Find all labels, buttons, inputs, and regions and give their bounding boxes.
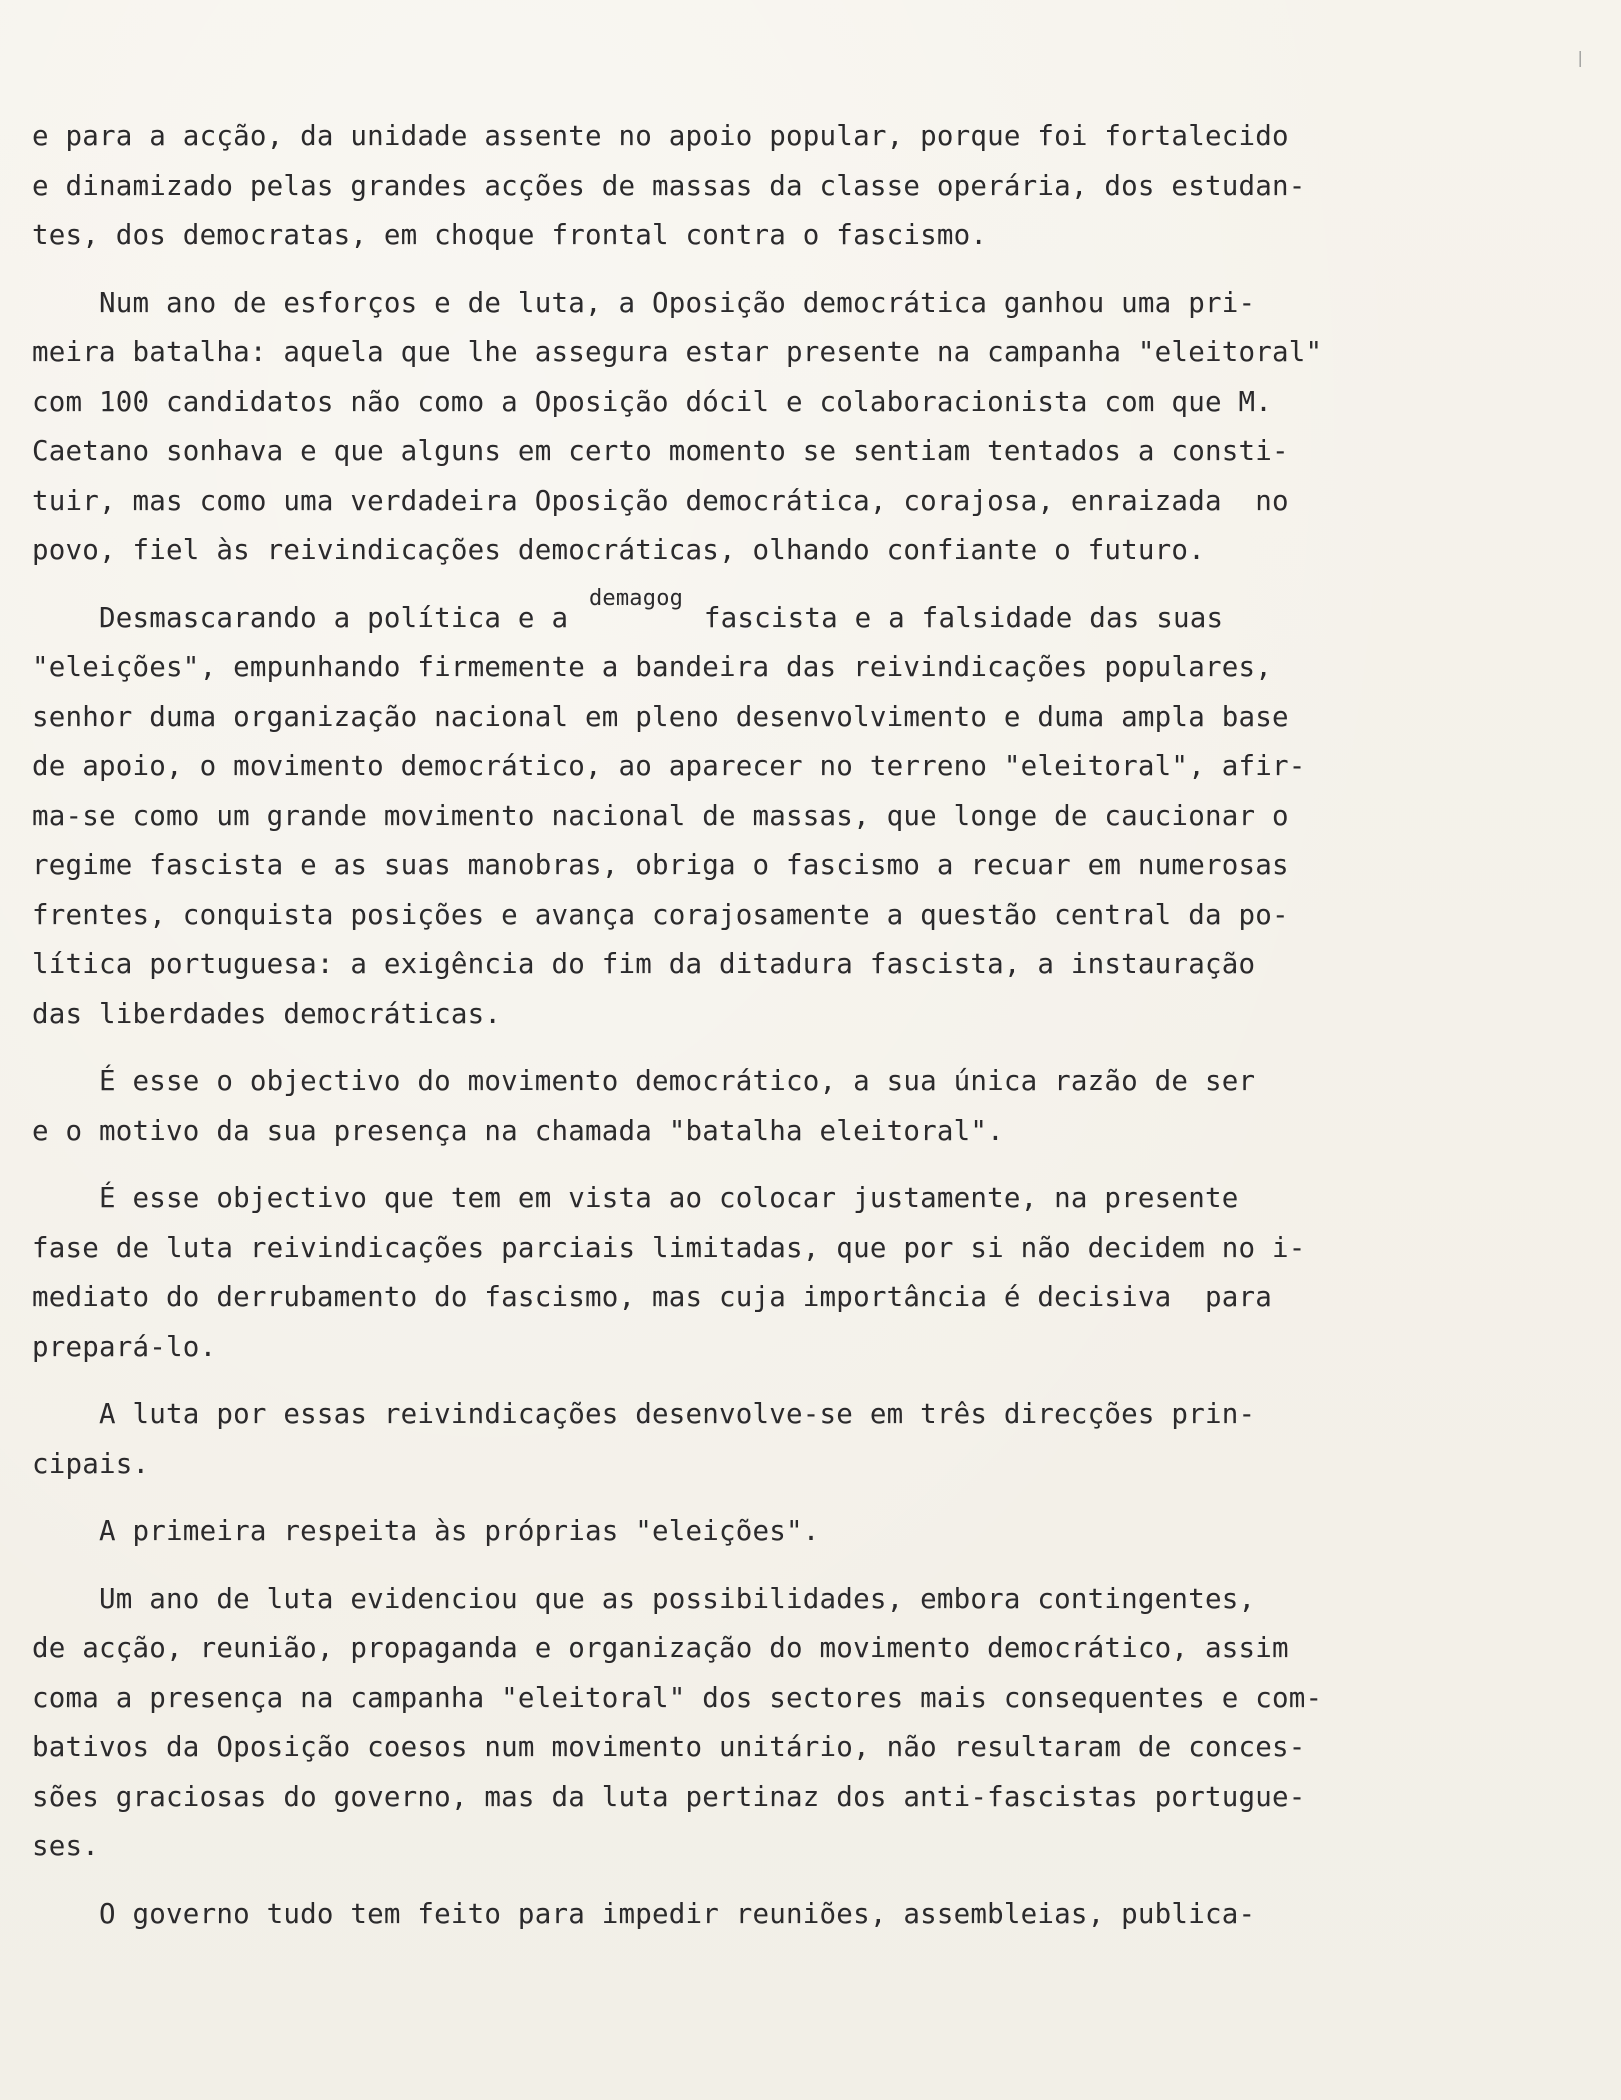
text-line: senhor duma organização nacional em pleno desenvolvimento e duma ampla base [32,700,1289,733]
text-line: O governo tudo tem feito para impedir reuniões, assembleias, publica- [32,1897,1256,1930]
text-line: prepará-lo. [32,1330,217,1363]
paragraph-6 [32,1390,1452,1489]
text-line: mediato do derrubamento do fascismo, mas cuja importância é decisiva para [32,1281,1272,1313]
text-line: coma a presença na campanha "eleitoral" dos sectores mais consequentes e com- [32,1681,1323,1714]
text-line: É esse o objectivo do movimento democrático, a sua única razão de ser [32,1065,1256,1097]
text-line: A primeira respeita às próprias "eleições". [32,1515,820,1547]
text-line: e o motivo da sua presença na chamada "batalha eleitoral". [32,1114,1004,1147]
text-line-with-insertion [32,585,1452,644]
text-line: e dinamizado pelas grandes acções de massas da classe operária, dos estudan- [32,169,1306,202]
corner-mark: | [1575,48,1585,67]
paragraph-8 [32,1575,1452,1872]
text-line: meira batalha: aquela que lhe assegura estar presente na campanha "eleitoral" [32,336,1323,368]
text-line: povo, fiel às reivindicações democráticas, olhando confiante o futuro. [32,534,1205,566]
paragraph-7 [32,1507,1452,1557]
paragraph-4 [32,1057,1452,1156]
text-line: É esse objectivo que tem em vista ao colocar justamente, na presente [32,1182,1239,1214]
text-line: lítica portuguesa: a exigência do fim da ditadura fascista, a instauração [32,948,1256,980]
text-line: ses. [32,1830,100,1862]
text-line: ma-se como um grande movimento nacional de massas, que longe de caucionar o [32,799,1289,832]
text-line: Num ano de esforços e de luta, a Oposição democrática ganhou uma pri- [32,286,1256,319]
paragraph-5 [32,1174,1452,1372]
text-line: e para a acção, da unidade assente no apoio popular, porque foi fortalecido [32,120,1289,152]
text-line: Caetano sonhava e que alguns em certo momento se sentiam tentados a consti- [32,435,1289,467]
text-line: das liberdades democráticas. [32,997,502,1030]
text-line: Um ano de luta evidenciou que as possibilidades, embora contingentes, [32,1582,1256,1615]
text-line: fase de luta reivindicações parciais limitadas, que por si não decidem no i- [32,1231,1306,1264]
paragraph-2 [32,279,1452,576]
handwritten-insertion: demagog [588,585,684,611]
text-line: de apoio, o movimento democrático, ao aparecer no terreno "eleitoral", afir- [32,750,1306,782]
text-fragment: Desmascarando a política e a [32,601,585,634]
text-fragment: fascista e a falsidade das suas [687,601,1224,634]
text-line: sões graciosas do governo, mas da luta pertinaz dos anti-fascistas portugue- [32,1780,1306,1813]
text-line: de acção, reunião, propaganda e organização do movimento democrático, assim [32,1632,1289,1664]
text-line: bativos da Oposição coesos num movimento unitário, não resultaram de conces- [32,1731,1306,1763]
text-line: com 100 candidatos não como a Oposição dócil e colaboracionista com que M. [32,385,1272,418]
paragraph-9 [32,1890,1452,1940]
text-line: tuir, mas como uma verdadeira Oposição democrática, corajosa, enraizada no [32,484,1289,517]
paragraph-1 [32,112,1452,261]
text-line: frentes, conquista posições e avança corajosamente a questão central da po- [32,898,1289,931]
document-body [32,112,1452,1939]
text-line: "eleições", empunhando firmemente a bandeira das reivindicações populares, [32,651,1272,683]
paragraph-3 [32,585,1452,1040]
text-line: regime fascista e as suas manobras, obriga o fascismo a recuar em numerosas [32,849,1289,881]
text-line: tes, dos democratas, em choque frontal contra o fascismo. [32,219,988,251]
text-line: cipais. [32,1447,150,1480]
text-line: A luta por essas reivindicações desenvolve-se em três direcções prin- [32,1398,1256,1430]
